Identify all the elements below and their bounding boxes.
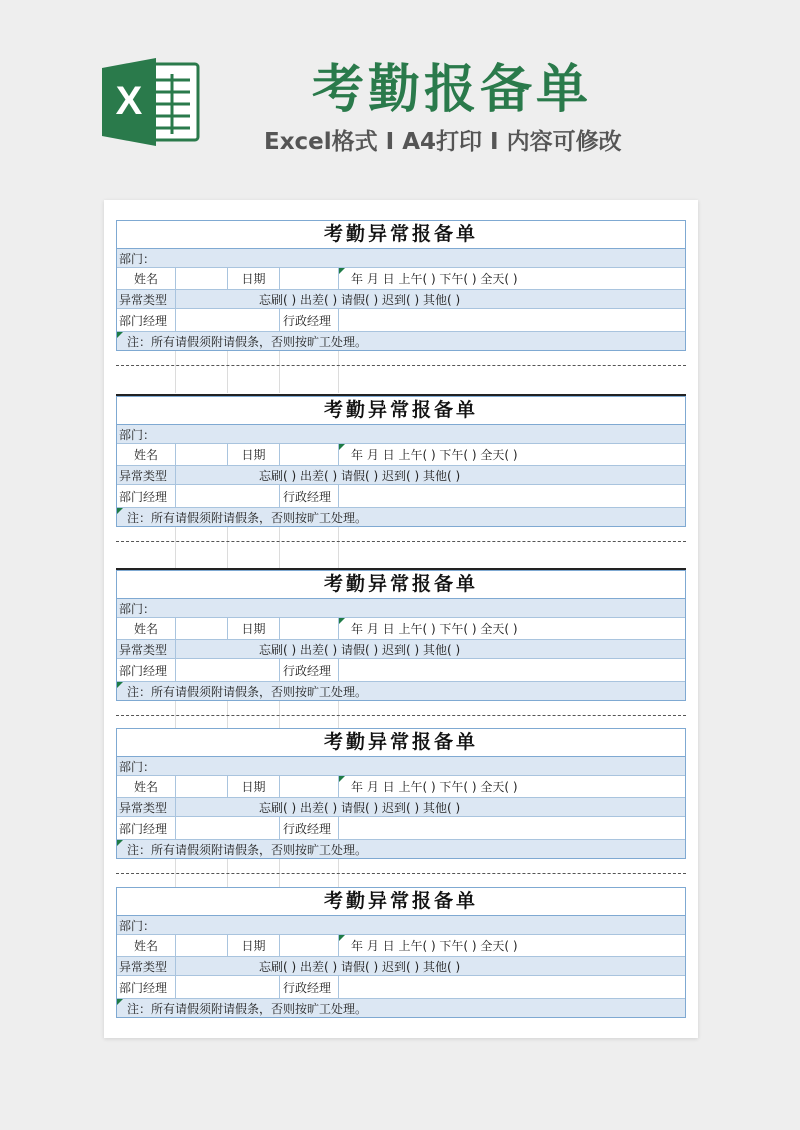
type-row bbox=[117, 466, 685, 485]
type-label: 异常类型 bbox=[117, 466, 176, 484]
admin-label: 行政经理 bbox=[280, 659, 339, 681]
manager-field[interactable] bbox=[176, 817, 280, 839]
admin-label: 行政经理 bbox=[280, 817, 339, 839]
name-date-row bbox=[117, 935, 685, 957]
department-label: 部门： bbox=[119, 601, 156, 616]
type-label: 异常类型 bbox=[117, 798, 176, 816]
admin-field[interactable] bbox=[339, 485, 685, 507]
admin-field[interactable] bbox=[339, 817, 685, 839]
attendance-form bbox=[116, 728, 686, 859]
name-date-row bbox=[117, 268, 685, 290]
manager-field[interactable] bbox=[176, 659, 280, 681]
spacer-rows bbox=[116, 527, 686, 569]
document-page bbox=[104, 200, 698, 1038]
type-options[interactable]: 忘刷( ) 出差( ) 请假( ) 迟到( ) 其他( ) bbox=[259, 800, 461, 815]
manager-row bbox=[117, 309, 685, 332]
form-title: 考勤异常报备单 bbox=[117, 571, 685, 599]
manager-label: 部门经理 bbox=[117, 309, 176, 331]
attendance-form bbox=[116, 396, 686, 527]
note-text: 注：所有请假须附请假条，否则按旷工处理。 bbox=[127, 684, 368, 699]
date-detail[interactable]: 年 月 日 上午( ) 下午( ) 全天( ) bbox=[339, 618, 685, 639]
manager-row bbox=[117, 659, 685, 682]
name-label: 姓名 bbox=[117, 935, 176, 956]
name-label: 姓名 bbox=[117, 618, 176, 639]
name-date-row bbox=[117, 444, 685, 466]
svg-text:X: X bbox=[115, 79, 143, 123]
type-options[interactable]: 忘刷( ) 出差( ) 请假( ) 迟到( ) 其他( ) bbox=[259, 959, 461, 974]
page-title: 考勤报备单 bbox=[312, 60, 593, 120]
date-field[interactable] bbox=[280, 268, 339, 289]
manager-field[interactable] bbox=[176, 976, 280, 998]
date-label: 日期 bbox=[228, 618, 280, 639]
date-field[interactable] bbox=[280, 935, 339, 956]
attendance-form bbox=[116, 570, 686, 701]
department-row bbox=[117, 757, 685, 776]
note-row bbox=[117, 682, 685, 700]
attendance-form bbox=[116, 220, 686, 351]
department-row bbox=[117, 599, 685, 618]
type-row bbox=[117, 798, 685, 817]
type-options[interactable]: 忘刷( ) 出差( ) 请假( ) 迟到( ) 其他( ) bbox=[259, 468, 461, 483]
admin-label: 行政经理 bbox=[280, 976, 339, 998]
form-title: 考勤异常报备单 bbox=[117, 888, 685, 916]
manager-label: 部门经理 bbox=[117, 485, 176, 507]
department-label: 部门： bbox=[119, 759, 156, 774]
cut-line bbox=[116, 541, 686, 542]
date-detail[interactable]: 年 月 日 上午( ) 下午( ) 全天( ) bbox=[339, 444, 685, 465]
note-text: 注：所有请假须附请假条，否则按旷工处理。 bbox=[127, 334, 368, 349]
name-field[interactable] bbox=[176, 444, 228, 465]
manager-row bbox=[117, 976, 685, 999]
note-text: 注：所有请假须附请假条，否则按旷工处理。 bbox=[127, 1001, 368, 1016]
manager-label: 部门经理 bbox=[117, 817, 176, 839]
cut-line bbox=[116, 365, 686, 366]
name-field[interactable] bbox=[176, 618, 228, 639]
type-row bbox=[117, 290, 685, 309]
note-row bbox=[117, 999, 685, 1017]
name-label: 姓名 bbox=[117, 268, 176, 289]
admin-label: 行政经理 bbox=[280, 485, 339, 507]
date-field[interactable] bbox=[280, 444, 339, 465]
date-label: 日期 bbox=[228, 444, 280, 465]
cut-line bbox=[116, 715, 686, 716]
cut-line bbox=[116, 873, 686, 874]
form-title: 考勤异常报备单 bbox=[117, 397, 685, 425]
admin-field[interactable] bbox=[339, 976, 685, 998]
type-row bbox=[117, 640, 685, 659]
type-options[interactable]: 忘刷( ) 出差( ) 请假( ) 迟到( ) 其他( ) bbox=[259, 292, 461, 307]
spacer-rows bbox=[116, 351, 686, 393]
department-label: 部门： bbox=[119, 427, 156, 442]
name-label: 姓名 bbox=[117, 776, 176, 797]
type-row bbox=[117, 957, 685, 976]
manager-label: 部门经理 bbox=[117, 659, 176, 681]
note-text: 注：所有请假须附请假条，否则按旷工处理。 bbox=[127, 510, 368, 525]
admin-label: 行政经理 bbox=[280, 309, 339, 331]
manager-label: 部门经理 bbox=[117, 976, 176, 998]
manager-field[interactable] bbox=[176, 309, 280, 331]
admin-field[interactable] bbox=[339, 659, 685, 681]
type-label: 异常类型 bbox=[117, 640, 176, 658]
date-label: 日期 bbox=[228, 776, 280, 797]
manager-row bbox=[117, 817, 685, 840]
department-row bbox=[117, 249, 685, 268]
page-subtitle: Excel格式 I A4打印 I 内容可修改 bbox=[264, 129, 622, 155]
date-label: 日期 bbox=[228, 268, 280, 289]
name-field[interactable] bbox=[176, 776, 228, 797]
department-label: 部门： bbox=[119, 918, 156, 933]
manager-row bbox=[117, 485, 685, 508]
date-detail[interactable]: 年 月 日 上午( ) 下午( ) 全天( ) bbox=[339, 935, 685, 956]
type-label: 异常类型 bbox=[117, 957, 176, 975]
type-label: 异常类型 bbox=[117, 290, 176, 308]
date-field[interactable] bbox=[280, 618, 339, 639]
note-row bbox=[117, 332, 685, 350]
form-title: 考勤异常报备单 bbox=[117, 729, 685, 757]
attendance-form bbox=[116, 887, 686, 1018]
name-label: 姓名 bbox=[117, 444, 176, 465]
note-row bbox=[117, 840, 685, 858]
name-field[interactable] bbox=[176, 268, 228, 289]
name-field[interactable] bbox=[176, 935, 228, 956]
date-field[interactable] bbox=[280, 776, 339, 797]
department-label: 部门： bbox=[119, 251, 156, 266]
form-title: 考勤异常报备单 bbox=[117, 221, 685, 249]
department-row bbox=[117, 425, 685, 444]
header bbox=[0, 0, 800, 195]
type-options[interactable]: 忘刷( ) 出差( ) 请假( ) 迟到( ) 其他( ) bbox=[259, 642, 461, 657]
date-detail[interactable]: 年 月 日 上午( ) 下午( ) 全天( ) bbox=[339, 268, 685, 289]
admin-field[interactable] bbox=[339, 309, 685, 331]
note-text: 注：所有请假须附请假条，否则按旷工处理。 bbox=[127, 842, 368, 857]
department-row bbox=[117, 916, 685, 935]
date-label: 日期 bbox=[228, 935, 280, 956]
excel-logo-icon bbox=[100, 56, 204, 148]
manager-field[interactable] bbox=[176, 485, 280, 507]
note-row bbox=[117, 508, 685, 526]
date-detail[interactable]: 年 月 日 上午( ) 下午( ) 全天( ) bbox=[339, 776, 685, 797]
name-date-row bbox=[117, 776, 685, 798]
name-date-row bbox=[117, 618, 685, 640]
